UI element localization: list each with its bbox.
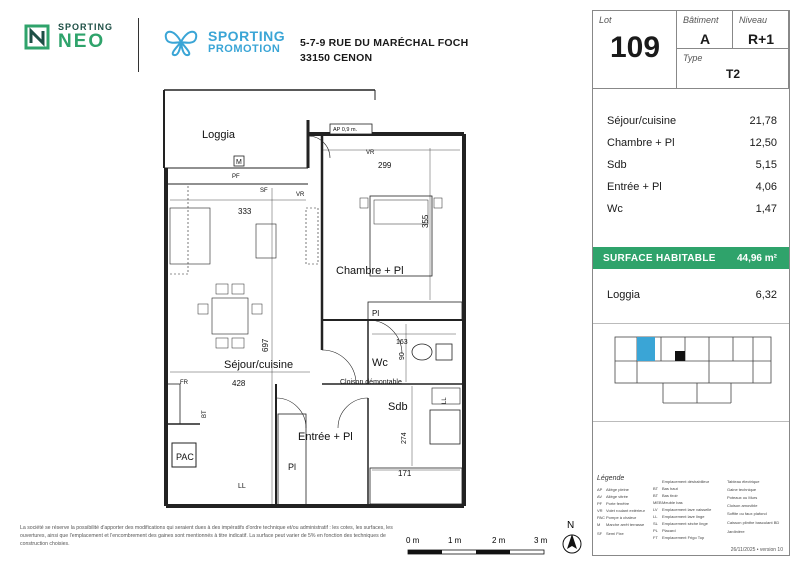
label-sf: SF xyxy=(260,188,268,194)
legend-item: Cloison amovible xyxy=(727,503,758,508)
label-wc: Wc xyxy=(372,357,388,369)
legend-item: AV Allège vitrée xyxy=(597,494,629,499)
chair xyxy=(216,284,228,294)
label-bt: BT xyxy=(202,410,208,418)
batiment-label: Bâtiment xyxy=(683,15,719,25)
kitchen-island xyxy=(170,208,210,264)
legend-item: PACPompe à chaleur xyxy=(597,515,637,520)
legend-item: Jardinière xyxy=(727,529,745,534)
address xyxy=(300,36,468,66)
label-chambre: Chambre + Pl xyxy=(336,265,404,277)
panel-separator xyxy=(593,421,789,422)
kitchen-counter xyxy=(166,184,188,274)
legend-item: MEBMeuble bas xyxy=(653,500,683,505)
door-swing-entry xyxy=(276,398,306,428)
sporting-promotion-logo xyxy=(162,26,285,58)
logo2-line1: SPORTING xyxy=(208,27,286,44)
north-arrow-icon xyxy=(560,518,584,558)
compass-label: N xyxy=(567,520,575,531)
room-area: 12,50 xyxy=(749,137,777,149)
legend-item: VR Volet roulant extérieur xyxy=(597,508,645,513)
chair xyxy=(232,284,244,294)
legend-item: M Marche arrêt terrasse xyxy=(597,522,645,527)
dim-90: 90 xyxy=(399,352,406,360)
logo2-line2: PROMOTION xyxy=(208,42,281,55)
label-pac: PAC xyxy=(176,452,194,462)
label-m: M xyxy=(236,159,242,166)
lot-info-panel xyxy=(592,10,790,556)
annex-name: Loggia xyxy=(607,289,641,301)
floor-plan xyxy=(160,88,480,508)
highlighted-lot xyxy=(637,337,655,361)
dim-428: 428 xyxy=(232,379,246,388)
label-cloison: Cloison démontable xyxy=(340,379,402,386)
room-name: Chambre + Pl xyxy=(607,137,675,149)
label-sdb: Sdb xyxy=(388,401,408,413)
legend-item: Tableau électrique xyxy=(727,479,760,484)
disclaimer: La société se réserve la possibilité d'apporter des modifications qui seraient dues à des impératifs d'ordre technique et/ou administratif : les cotes, les surfaces, les ouvertures, ainsi que l'emplacement et l'encombrement des gaines sont mentionnés à titre indicatif. La surface peut varier de 5% en fonction des techniques de construction choisies. xyxy=(20,525,393,547)
scale-3: 3 m xyxy=(534,536,548,545)
lot-header-grid xyxy=(593,11,789,89)
stairwell xyxy=(675,351,685,361)
legend-item: BT Bas haut xyxy=(653,486,678,491)
armchair xyxy=(256,224,276,258)
dim-355: 355 xyxy=(421,214,430,228)
niveau-label: Niveau xyxy=(739,15,768,25)
legend-item: SF Semi Fixe xyxy=(597,531,624,536)
legend-item: LL Emplacement lave linge xyxy=(653,514,705,519)
room-name: Séjour/cuisine xyxy=(607,115,677,127)
legend-item: AP Allège pleine xyxy=(597,487,629,492)
label-loggia: Loggia xyxy=(202,129,236,141)
label-vr1: VR xyxy=(366,150,375,156)
chair xyxy=(232,338,244,348)
surface-habitable-bar xyxy=(593,247,789,269)
dim-274: 274 xyxy=(401,432,408,444)
address-line2: 33150 CENON xyxy=(300,52,373,64)
window-swing xyxy=(308,136,330,158)
legend-item: Poteaux ou Murs xyxy=(727,495,758,500)
annex-area: 6,32 xyxy=(755,289,777,301)
washbasin xyxy=(430,410,460,444)
bedroom-closet xyxy=(368,302,462,320)
label-sejour: Séjour/cuisine xyxy=(224,359,294,371)
label-ap: AP 0,9 m. xyxy=(333,127,358,133)
legend-item: SL Emplacement sèche linge xyxy=(653,521,708,526)
chair xyxy=(252,304,262,314)
dim-171: 171 xyxy=(398,469,412,478)
logo1-line2: NEO xyxy=(58,31,106,52)
label-vr2: VR xyxy=(296,192,305,198)
legend-title: Légende xyxy=(597,475,625,482)
butterfly-logo-icon xyxy=(162,26,200,58)
legend xyxy=(593,473,789,545)
nightstand xyxy=(360,198,368,208)
chair xyxy=(198,304,208,314)
label-ll1: LL xyxy=(442,397,448,404)
sporting-neo-logo xyxy=(22,22,113,52)
niveau-value: R+1 xyxy=(747,31,775,47)
bed-pillows xyxy=(374,200,428,224)
chair xyxy=(216,338,228,348)
room-name: Sdb xyxy=(607,159,627,171)
door-swing-bedroom xyxy=(368,320,402,354)
scale-1: 1 m xyxy=(448,536,462,545)
dim-333: 333 xyxy=(238,207,252,216)
dim-163: 163 xyxy=(396,339,408,346)
building-key-plan xyxy=(613,331,773,413)
lot-number: 109 xyxy=(609,31,661,64)
lot-label: Lot xyxy=(599,15,612,25)
legend-item: LV Emplacement lave vaisselle xyxy=(653,507,712,512)
legend-item: Gaine technique xyxy=(727,487,757,492)
room-area: 5,15 xyxy=(755,159,777,171)
entry-closet xyxy=(278,414,306,506)
bed xyxy=(370,196,432,276)
toilet xyxy=(412,344,432,360)
label-pf: PF xyxy=(232,174,240,180)
surface-value: 44,96 m² xyxy=(736,253,777,264)
legend-item: BT Bas tiroir xyxy=(653,493,678,498)
version-stamp: 26/11/2025 • version 10 xyxy=(730,547,783,553)
label-pl2: Pl xyxy=(288,462,297,472)
nightstand xyxy=(434,198,442,208)
header-divider xyxy=(138,18,139,72)
legend-item: PL Placard xyxy=(653,528,676,533)
legend-item: FT Emplacement Frigo Top xyxy=(653,535,705,540)
legend-item: Emplacement déshabilleur xyxy=(662,479,710,484)
room-area: 4,06 xyxy=(755,181,777,193)
surface-label: SURFACE HABITABLE xyxy=(603,253,716,264)
batiment-value: A xyxy=(699,31,711,47)
panel-separator xyxy=(593,323,789,324)
legend-item: Caisson plinthe basculant BD xyxy=(727,520,780,525)
label-ll2: LL xyxy=(238,483,246,490)
room-name: Wc xyxy=(607,203,623,215)
bathtub xyxy=(370,468,462,504)
neo-logo-icon xyxy=(22,22,52,52)
legend-item: PF Porte fenêtre xyxy=(597,501,630,506)
label-fr: FR xyxy=(180,380,188,386)
room-area: 1,47 xyxy=(755,203,777,215)
type-value: T2 xyxy=(725,67,740,81)
fridge-box xyxy=(166,384,180,424)
legend-item: Soffite ou faux plafond xyxy=(727,511,767,516)
logo1-line1: SPORTING xyxy=(58,22,114,32)
type-label: Type xyxy=(683,53,703,63)
tv-unit xyxy=(306,208,318,264)
room-name: Entrée + Pl xyxy=(607,181,662,193)
scale-2: 2 m xyxy=(492,536,506,545)
address-line1: 5-7-9 RUE DU MARÉCHAL FOCH xyxy=(300,37,469,49)
scale-bar xyxy=(404,530,564,560)
toilet-tank xyxy=(436,344,452,360)
dining-table xyxy=(212,298,248,334)
scale-0: 0 m xyxy=(406,536,420,545)
dim-299: 299 xyxy=(378,161,392,170)
room-area: 21,78 xyxy=(749,115,777,127)
door-swing-sdb xyxy=(338,398,368,428)
dim-697: 697 xyxy=(261,338,270,352)
label-pl1: Pl xyxy=(372,309,380,318)
label-entree: Entrée + Pl xyxy=(298,431,353,443)
